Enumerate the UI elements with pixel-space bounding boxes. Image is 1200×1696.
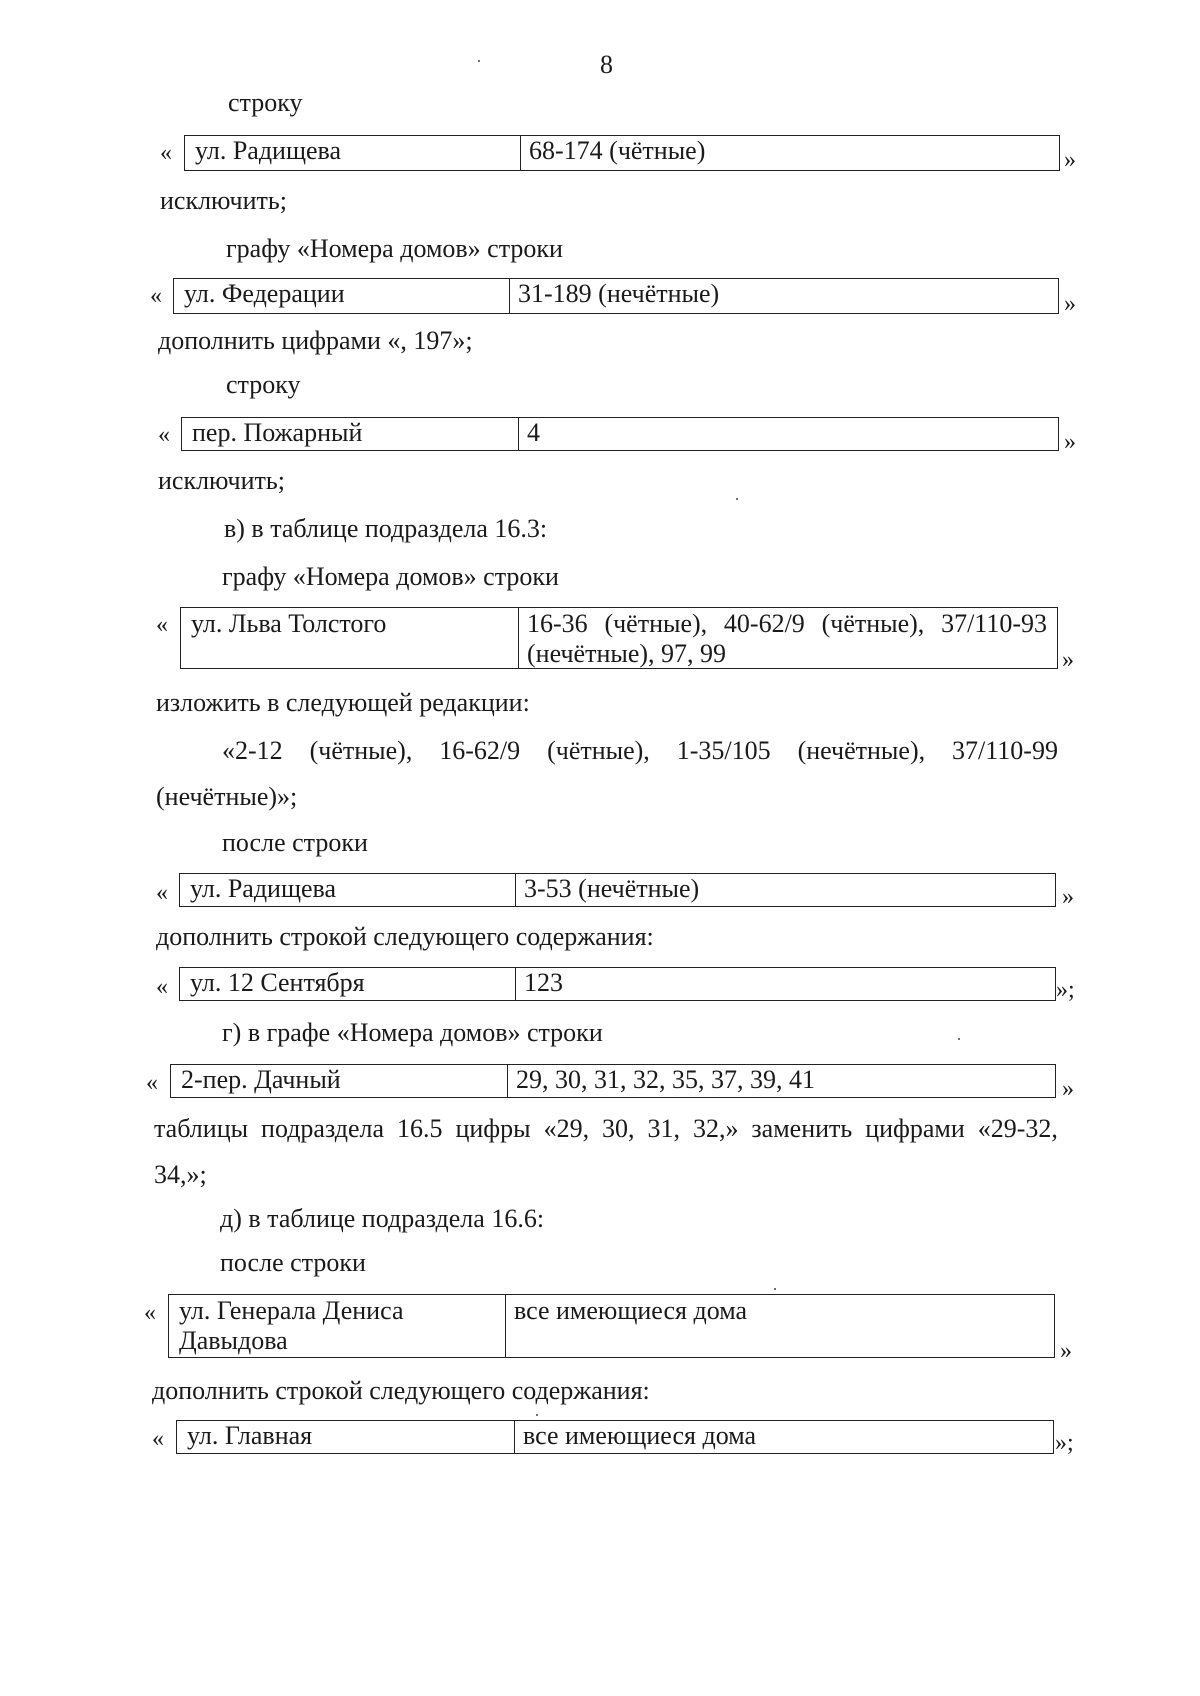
scan-speck — [536, 1414, 538, 1416]
paragraph: (нечётные)»; — [156, 782, 298, 811]
paragraph: д) в таблице подраздела 16.6: — [220, 1204, 545, 1233]
paragraph: г) в графе «Номера домов» строки — [222, 1018, 603, 1047]
table-row — [179, 967, 1056, 1001]
quote-open: « — [144, 1300, 156, 1326]
houses-cell: 31-189 (нечётные) — [518, 279, 720, 308]
paragraph: исключить; — [160, 186, 287, 215]
paragraph: изложить в следующей редакции: — [156, 688, 530, 717]
table-row — [170, 1064, 1056, 1098]
street-cell: ул. Федерации — [174, 279, 510, 313]
scan-speck — [478, 60, 480, 62]
quote-open: « — [150, 283, 162, 309]
paragraph: строку — [226, 370, 301, 399]
houses-cell: 29, 30, 31, 32, 35, 37, 39, 41 — [516, 1065, 815, 1094]
houses-cell: 123 — [524, 968, 563, 997]
houses-cell: 3-53 (нечётные) — [524, 874, 700, 903]
quote-open: « — [156, 612, 168, 638]
quote-close: » — [1060, 1338, 1072, 1364]
replacement-text-line: «2-12 (чётные), 16-62/9 (чётные), 1-35/105 (нечётные), 37/110-99 — [222, 736, 1058, 765]
quote-close: » — [1062, 884, 1074, 910]
houses-cell: все имеющиеся дома — [523, 1421, 757, 1450]
scan-speck — [774, 1288, 776, 1290]
paragraph: в) в таблице подраздела 16.3: — [224, 514, 548, 543]
paragraph: после строки — [222, 828, 368, 857]
paragraph-justified-line: таблицы подраздела 16.5 цифры «29, 30, 31, 32,» заменить цифрами «29-32, — [154, 1114, 1058, 1143]
street-cell: ул. Главная — [177, 1421, 515, 1453]
scan-speck — [958, 1038, 960, 1040]
quote-close: » — [1062, 1076, 1074, 1102]
paragraph: после строки — [220, 1248, 366, 1277]
street-cell: 2-пер. Дачный — [171, 1065, 508, 1097]
quote-open: « — [158, 422, 170, 448]
street-cell: ул. 12 Сентября — [180, 968, 516, 1000]
paragraph: строку — [228, 88, 303, 117]
houses-cell — [517, 608, 1057, 668]
houses-cell: 4 — [527, 418, 540, 447]
quote-close: » — [1064, 429, 1076, 455]
houses-cell: 68-174 (чётные) — [529, 136, 706, 165]
quote-open: « — [152, 1426, 164, 1452]
street-cell: ул. Радищева — [185, 136, 521, 170]
paragraph: графу «Номера домов» строки — [226, 234, 563, 263]
table-row — [176, 1420, 1054, 1454]
houses-line: 16-36 (чётные), 40-62/9 (чётные), 37/110-93 — [527, 609, 1047, 638]
table-row — [179, 873, 1056, 907]
street-cell: ул. Льва Толстого — [181, 608, 519, 668]
quote-close: » — [1064, 147, 1076, 173]
street-cell — [169, 1295, 506, 1357]
table-row — [168, 1294, 1055, 1358]
street-line: Давыдова — [179, 1326, 288, 1355]
scan-speck — [736, 498, 738, 500]
quote-open: « — [160, 140, 172, 166]
street-cell: пер. Пожарный — [182, 418, 519, 450]
quote-close: » — [1064, 291, 1076, 317]
quote-open: « — [156, 880, 168, 906]
quote-close: » — [1062, 647, 1074, 673]
houses-cell: все имеющиеся дома — [514, 1296, 748, 1325]
paragraph: графу «Номера домов» строки — [222, 562, 559, 591]
paragraph: 34,»; — [154, 1160, 207, 1189]
paragraph: исключить; — [158, 466, 285, 495]
quote-close-semicolon: »; — [1055, 1430, 1074, 1456]
street-cell: ул. Радищева — [180, 874, 516, 906]
quote-open: « — [146, 1070, 158, 1096]
houses-line: (нечётные), 97, 99 — [527, 639, 727, 668]
table-row — [181, 417, 1059, 451]
street-line: ул. Генерала Дениса — [179, 1296, 404, 1325]
page-number: 8 — [600, 50, 613, 79]
table-row — [184, 135, 1060, 171]
paragraph: дополнить цифрами «, 197»; — [158, 326, 473, 355]
table-row — [180, 607, 1058, 669]
quote-open: « — [156, 974, 168, 1000]
paragraph: дополнить строкой следующего содержания: — [152, 1376, 650, 1405]
paragraph: дополнить строкой следующего содержания: — [156, 922, 654, 951]
quote-close-semicolon: »; — [1056, 977, 1075, 1003]
table-row — [173, 278, 1059, 314]
